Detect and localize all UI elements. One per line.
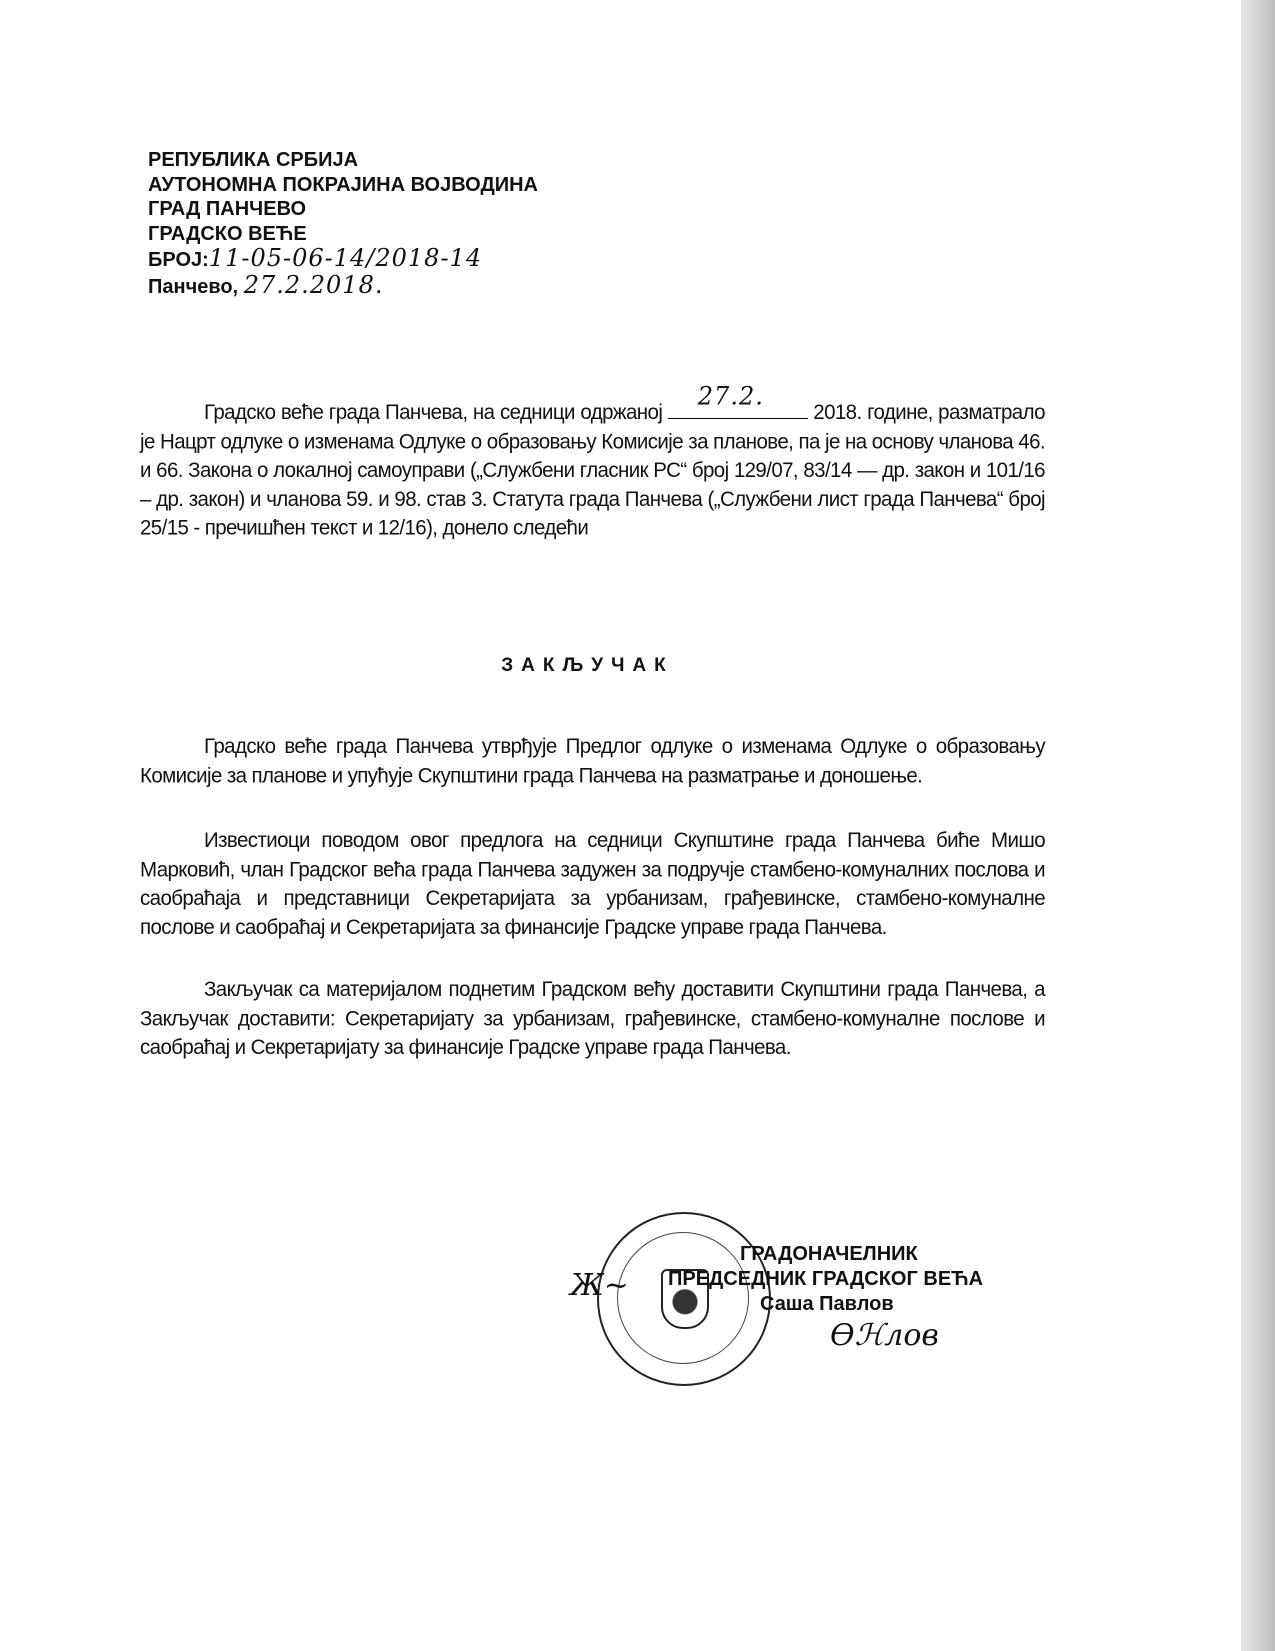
document-title: ЗАКЉУЧАК — [501, 655, 674, 676]
date-blank — [668, 381, 808, 419]
header-line: РЕПУБЛИКА СРБИЈА — [148, 149, 359, 171]
handwritten-date: 27.2.2018. — [243, 270, 384, 299]
body-paragraph: Закључак са материјалом поднетим Градском већу доставити Скупштини града Панчева, а Закључак доставити: Секретаријату за урбанизам, грађевинске, стамбено-комуналне послове и саобраћај и Секретаријату за финансије Градске управе града Панчева. — [140, 977, 1045, 1059]
signatory-name: Саша Павлов — [760, 1293, 894, 1315]
header-line: АУТОНОМНА ПОКРАЈИНА ВОЈВОДИНА — [148, 173, 538, 196]
signatory-title: ГРАДОНАЧЕЛНИК — [740, 1243, 918, 1265]
intro-paragraph: Градско веће града Панчева, на седници одржаној 27.2. 2018. године, разматрало је Нацрт одлуке о изменама Одлуке о образовању Комисије за планове, па је на основу чланова 46. и 66. Закона о локалној самоуправи („Службени гласник РС“ број 129/07, 83/14 — др. закон и 101/16 – др. закон) и чланова 59. и 98. став 3. Статута града Панчева („Службени лист града Панчева“ број 25/15 - пречишћен текст и 12/16), донело следећи — [140, 381, 1045, 540]
body-paragraph: Градско веће града Панчева утврђује Предлог одлуке о изменама Одлуке о образовању Комисије за планове и упућује Скупштини града Панчева на разматрање и доношење. — [140, 734, 1045, 788]
document-place-date: Панчево, 27.2.2018. — [148, 270, 384, 299]
handwritten-signature: Ѳℋлов — [830, 1318, 939, 1353]
handwritten-session-date: 27.2. — [697, 381, 764, 411]
signatory-title-2: ПРЕДСЕДНИК ГРАДСКОГ ВЕЋА — [668, 1268, 984, 1290]
document-header — [148, 148, 538, 299]
header-line: ГРАД ПАНЧЕВО — [148, 198, 307, 220]
handwritten-number: 11-05-06-14/2018-14 — [208, 244, 483, 272]
initials-signature: Ж~ — [570, 1268, 629, 1303]
scan-edge — [1241, 0, 1275, 1651]
body-paragraph: Известиоци поводом овог предлога на седници Скупштине града Панчева биће Мишо Марковић, члан Градског већа града Панчева задужен за подручје стамбено-комуналних послова и саобраћаја и представници Секретаријата за урбанизам, грађевинске, стамбено-комуналне послове и саобраћај и Секретаријата за финансије Градске управе града Панчева. — [140, 828, 1045, 939]
header-line: ГРАДСКО ВЕЋЕ — [148, 222, 307, 245]
document-number: БРОЈ:11-05-06-14/2018-14 — [148, 244, 483, 272]
